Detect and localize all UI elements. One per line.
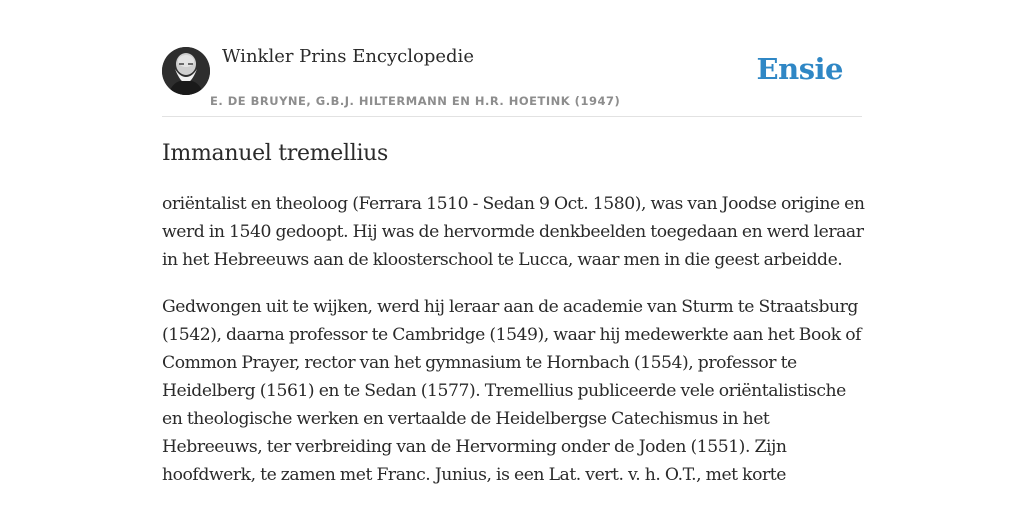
site-title[interactable]: Winkler Prins Encyclopedie	[222, 46, 474, 67]
authors: E. DE BRUYNE, G.B.J. HILTERMANN EN H.R. HOETINK (1947)	[210, 94, 621, 108]
article-paragraph: oriëntalist en theoloog (Ferrara 1510 - Sedan 9 Oct. 1580), was van Joodse origine en werd in 1540 gedoopt. Hij was de hervormde denkbeelden toegedaan en werd leraar in het Hebreeuws aan de kloosterschool te Lucca, waar men in die geest arbeidde.	[162, 194, 865, 270]
article-title: Immanuel tremellius	[162, 141, 389, 166]
ensie-logo[interactable]: Ensie	[756, 52, 843, 86]
portrait-icon	[162, 47, 210, 95]
author-avatar[interactable]	[162, 47, 210, 95]
article-paragraph: Gedwongen uit te wijken, werd hij leraar aan de academie van Sturm te Straatsburg (1542), daarna professor te Cambridge (1549), waar hij medewerkte aan het Book of Common Prayer, rector van het gymnasium te Hornbach (1554), professor te Heidelberg (1561) en te Sedan (1577). Tremellius publiceerde vele oriëntalistische en theologische werken en vertaalde de Heidelbergse Catechismus in het Hebreeuws, ter verbreiding van de Hervorming onder de Joden (1551). Zijn hoofdwerk, te zamen met Franc. Junius, is een Lat. vert. v. h. O.T., met korte	[162, 297, 862, 485]
article	[162, 116, 866, 489]
header	[162, 0, 862, 117]
